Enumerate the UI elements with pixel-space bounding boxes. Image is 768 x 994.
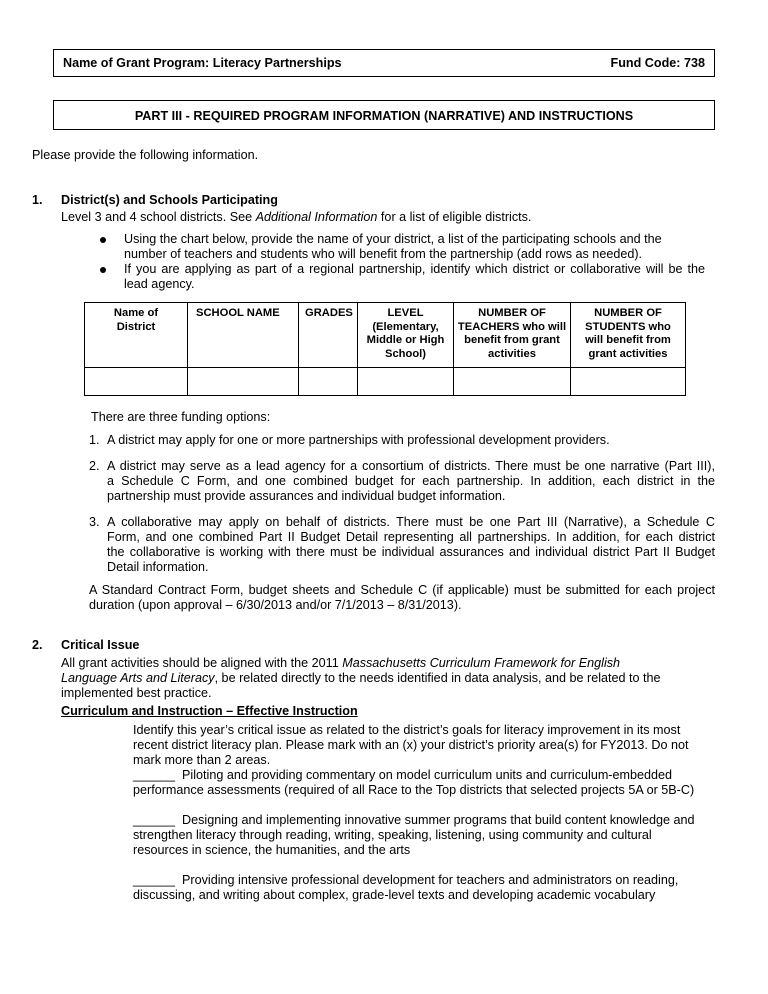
col-header-district: Name of District xyxy=(85,303,188,368)
option-1-number: 1. xyxy=(89,433,100,447)
funding-options-intro: There are three funding options: xyxy=(91,410,271,424)
option-3-line-4: Detail information. xyxy=(107,560,209,574)
choice-1-blank[interactable]: ______ xyxy=(133,768,176,782)
option-2-number: 2. xyxy=(89,459,100,473)
choice-3-line-1: ______ Providing intensive professional development for teachers and administrators on reading, xyxy=(133,873,679,887)
option-1-line-1: A district may apply for one or more partnerships with professional development providers. xyxy=(107,433,610,447)
instruction-line-1: Identify this year’s critical issue as related to the district’s goals for literacy improvement in its most xyxy=(133,723,681,737)
section2-number: 2. xyxy=(32,638,43,652)
grant-program-name: Name of Grant Program: Literacy Partnerships xyxy=(63,56,342,70)
table-header-row xyxy=(85,303,686,368)
standard-contract-line-2: duration (upon approval – 6/30/2013 and/or 7/1/2013 – 8/31/2013). xyxy=(89,598,462,612)
col-header-students: NUMBER OF STUDENTS who will benefit from grant activities xyxy=(571,303,686,368)
option-3-line-2: Form, and one combined Part II Budget Detail representing all partnerships. In addition, for each district xyxy=(107,530,715,544)
grant-header-box xyxy=(53,49,715,77)
section2-subheading: Curriculum and Instruction – Effective Instruction xyxy=(61,704,358,718)
choice-1-line-1: ______ Piloting and providing commentary on model curriculum units and curriculum-embedded xyxy=(133,768,673,782)
option-3-number: 3. xyxy=(89,515,100,529)
section2-heading: Critical Issue xyxy=(61,638,140,652)
cell-students[interactable] xyxy=(571,368,686,396)
choice-3-line-2: discussing, and writing about complex, grade-level texts and developing academic vocabulary xyxy=(133,888,656,902)
choice-2-line-2: strengthen literacy through reading, writing, speaking, listening, using community and cultural xyxy=(133,828,652,842)
choice-3-blank[interactable]: ______ xyxy=(133,873,176,887)
part-title: PART III - REQUIRED PROGRAM INFORMATION (NARRATIVE) AND INSTRUCTIONS xyxy=(134,109,634,123)
bullet-2-line-2: lead agency. xyxy=(124,277,195,291)
choice-1-line-2: performance assessments (required of all Race to the Top districts that selected projects 5A or 5B-C) xyxy=(133,783,695,797)
instruction-line-2: recent district literacy plan. Please mark with an (x) your district’s priority area(s) for FY2013. Do not xyxy=(133,738,689,752)
section1-heading: District(s) and Schools Participating xyxy=(61,193,278,207)
instruction-line-3: mark more than 2 areas. xyxy=(133,753,271,767)
option-2-line-2: a Schedule C Form, and one combined budget for each partnership. In addition, each district in the xyxy=(107,474,715,488)
cell-district[interactable] xyxy=(85,368,188,396)
option-3-line-1: A collaborative may apply on behalf of districts. There must be one Part III (Narrative), a Schedule C xyxy=(107,515,715,529)
participation-table xyxy=(84,302,686,396)
col-header-teachers: NUMBER OF TEACHERS who will benefit from grant activities xyxy=(454,303,571,368)
table-row xyxy=(85,368,686,396)
option-2-line-1: A district may serve as a lead agency for a consortium of districts. There must be one narrative (Part III), xyxy=(107,459,715,473)
bullet-1-line-2: number of teachers and students who will benefit from the partnership (add rows as needed). xyxy=(124,247,643,261)
col-header-grades: GRADES xyxy=(299,303,358,368)
cell-level[interactable] xyxy=(358,368,454,396)
part-title-box xyxy=(53,100,715,130)
choice-2-blank[interactable]: ______ xyxy=(133,813,176,827)
intro-text: Please provide the following information. xyxy=(32,148,259,162)
bullet-dot xyxy=(100,237,106,243)
section2-para-line-1: All grant activities should be aligned with the 2011 Massachusetts Curriculum Framework for English xyxy=(61,656,621,670)
standard-contract-line-1: A Standard Contract Form, budget sheets and Schedule C (if applicable) must be submitted for each project xyxy=(89,583,715,597)
cell-school-name[interactable] xyxy=(188,368,299,396)
option-2-line-3: partnership must provide assurances and individual budget information. xyxy=(107,489,506,503)
bullet-2-line-1: If you are applying as part of a regional partnership, identify which district or collaborative will be the xyxy=(124,262,705,276)
col-header-level: LEVEL (Elementary, Middle or High School) xyxy=(358,303,454,368)
bullet-dot xyxy=(100,267,106,273)
section2-para-line-3: implemented best practice. xyxy=(61,686,212,700)
fund-code: Fund Code: 738 xyxy=(610,56,705,70)
choice-2-line-1: ______ Designing and implementing innovative summer programs that build content knowledge and xyxy=(133,813,695,827)
bullet-1-line-1: Using the chart below, provide the name of your district, a list of the participating schools and the xyxy=(124,232,662,246)
cell-grades[interactable] xyxy=(299,368,358,396)
choice-2-line-3: resources in science, the humanities, and the arts xyxy=(133,843,411,857)
section1-eligibility: Level 3 and 4 school districts. See Additional Information for a list of eligible districts. xyxy=(61,210,532,224)
section2-para-line-2: Language Arts and Literacy, be related directly to the needs identified in data analysis, and be related to the xyxy=(61,671,661,685)
col-header-school-name: SCHOOL NAME xyxy=(188,303,299,368)
option-3-line-3: the collaborative is working with there must be individual assurances and individual district Part II Budget xyxy=(107,545,715,559)
section1-number: 1. xyxy=(32,193,43,207)
cell-teachers[interactable] xyxy=(454,368,571,396)
